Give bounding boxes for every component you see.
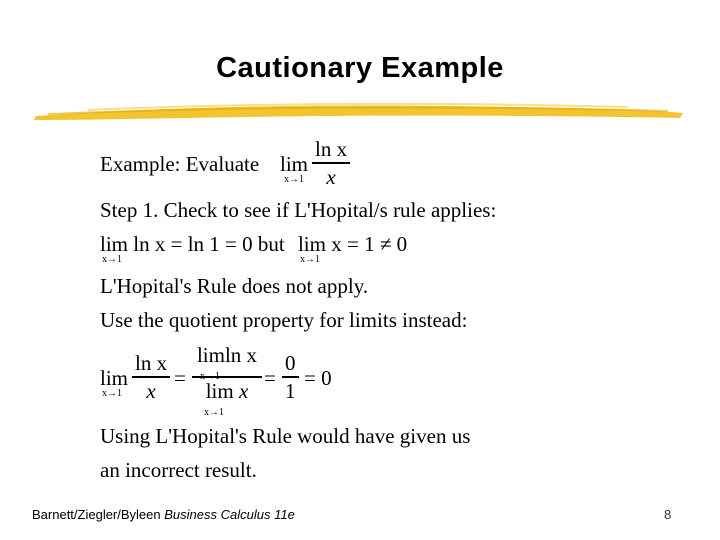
example-line	[100, 132, 348, 189]
footer-citation: Barnett/Ziegler/Byleen Business Calculus 11e	[32, 507, 295, 522]
fraction-lnx-over-x: ln x x	[132, 350, 170, 404]
slide-title: Cautionary Example	[216, 52, 504, 84]
page-number: 8	[664, 507, 672, 522]
fraction-limits-quotient: limln x x→1 lim x x→1	[192, 342, 262, 412]
limit-operator: lim x→1	[297, 232, 326, 265]
does-not-apply: L'Hopital's Rule does not apply.	[100, 274, 369, 298]
limit-subscript: x→1	[102, 388, 122, 399]
limit-subscript: x→1	[284, 174, 304, 185]
conclusion-line-1: Using L'Hopital's Rule would have given us	[100, 424, 471, 448]
limit-subscript: x→1	[102, 254, 122, 265]
quotient-property: Use the quotient property for limits instead:	[100, 308, 468, 332]
limit-subscript: x→1	[299, 254, 320, 265]
limit-operator: lim x→1	[280, 152, 309, 185]
step-1: Step 1. Check to see if L'Hopital/s rule applies:	[100, 198, 497, 222]
limit-operator: lim x→1	[100, 366, 129, 399]
fraction-zero-over-one: 0 1	[282, 350, 299, 404]
example-label: Example: Evaluate	[100, 152, 260, 176]
title-underline-brushstroke	[28, 96, 688, 126]
limit-check-line: lim x→1 ln x = ln 1 = 0 but lim x→1 x = 1 ≠ 0	[100, 232, 408, 265]
fraction-lnx-over-x: ln x x	[312, 136, 350, 190]
conclusion-line-2: an incorrect result.	[100, 458, 257, 482]
limit-operator: lim x→1	[100, 232, 129, 265]
